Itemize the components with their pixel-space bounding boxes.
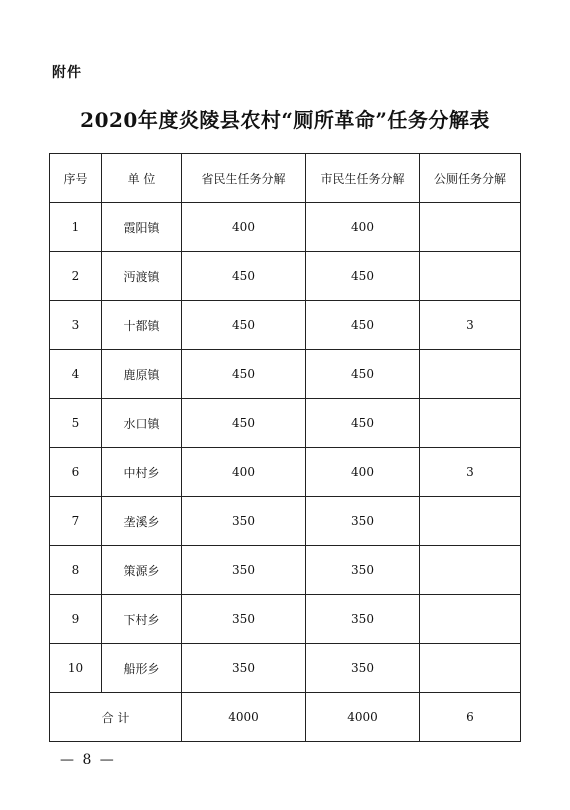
- table-header-row: [50, 154, 521, 203]
- cell-no: 3: [50, 301, 102, 350]
- header-unit: 单 位: [102, 154, 182, 203]
- cell-no: 8: [50, 546, 102, 595]
- cell-public: [420, 350, 521, 399]
- cell-municipal: 350: [306, 497, 420, 546]
- cell-public: [420, 203, 521, 252]
- cell-no: 9: [50, 595, 102, 644]
- cell-provincial: 350: [182, 595, 306, 644]
- cell-provincial: 450: [182, 350, 306, 399]
- page-title: 2020年度炎陵县农村“厕所革命”任务分解表: [80, 108, 490, 132]
- cell-public: [420, 399, 521, 448]
- cell-provincial: 350: [182, 497, 306, 546]
- cell-public: [420, 644, 521, 693]
- cell-no: 4: [50, 350, 102, 399]
- header-public: 公厕任务分解: [420, 154, 521, 203]
- cell-municipal: 350: [306, 644, 420, 693]
- cell-public: [420, 497, 521, 546]
- cell-provincial: 450: [182, 399, 306, 448]
- cell-public: [420, 546, 521, 595]
- header-municipal: 市民生任务分解: [306, 154, 420, 203]
- cell-municipal: 450: [306, 399, 420, 448]
- table-row: [50, 546, 521, 595]
- cell-municipal: 450: [306, 350, 420, 399]
- table-row: [50, 497, 521, 546]
- cell-provincial: 400: [182, 203, 306, 252]
- cell-municipal: 400: [306, 203, 420, 252]
- cell-unit: 中村乡: [102, 448, 182, 497]
- total-provincial: 4000: [182, 693, 306, 742]
- table-row: [50, 350, 521, 399]
- cell-unit: 水口镇: [102, 399, 182, 448]
- cell-no: 6: [50, 448, 102, 497]
- cell-municipal: 400: [306, 448, 420, 497]
- cell-unit: 下村乡: [102, 595, 182, 644]
- task-table: [49, 153, 521, 742]
- cell-no: 1: [50, 203, 102, 252]
- cell-municipal: 350: [306, 595, 420, 644]
- cell-unit: 霞阳镇: [102, 203, 182, 252]
- cell-public: 3: [420, 301, 521, 350]
- total-municipal: 4000: [306, 693, 420, 742]
- table-row: [50, 448, 521, 497]
- total-label: 合 计: [50, 693, 182, 742]
- table-row: [50, 595, 521, 644]
- table-row: [50, 644, 521, 693]
- cell-no: 7: [50, 497, 102, 546]
- cell-municipal: 450: [306, 301, 420, 350]
- total-row: [50, 693, 521, 742]
- cell-unit: 鹿原镇: [102, 350, 182, 399]
- cell-provincial: 350: [182, 644, 306, 693]
- cell-municipal: 350: [306, 546, 420, 595]
- total-public: 6: [420, 693, 521, 742]
- cell-public: [420, 252, 521, 301]
- table-row: [50, 203, 521, 252]
- cell-provincial: 450: [182, 252, 306, 301]
- cell-provincial: 450: [182, 301, 306, 350]
- cell-unit: 垄溪乡: [102, 497, 182, 546]
- header-no: 序号: [50, 154, 102, 203]
- cell-unit: 沔渡镇: [102, 252, 182, 301]
- cell-public: [420, 595, 521, 644]
- table-body: [50, 203, 521, 693]
- cell-public: 3: [420, 448, 521, 497]
- attachment-label: 附件: [52, 65, 82, 81]
- cell-unit: 船形乡: [102, 644, 182, 693]
- cell-unit: 十都镇: [102, 301, 182, 350]
- cell-no: 10: [50, 644, 102, 693]
- cell-provincial: 400: [182, 448, 306, 497]
- header-provincial: 省民生任务分解: [182, 154, 306, 203]
- cell-provincial: 350: [182, 546, 306, 595]
- table-row: [50, 252, 521, 301]
- cell-no: 5: [50, 399, 102, 448]
- cell-no: 2: [50, 252, 102, 301]
- table-row: [50, 301, 521, 350]
- cell-unit: 策源乡: [102, 546, 182, 595]
- page-number: — 8 —: [60, 752, 116, 768]
- cell-municipal: 450: [306, 252, 420, 301]
- table-row: [50, 399, 521, 448]
